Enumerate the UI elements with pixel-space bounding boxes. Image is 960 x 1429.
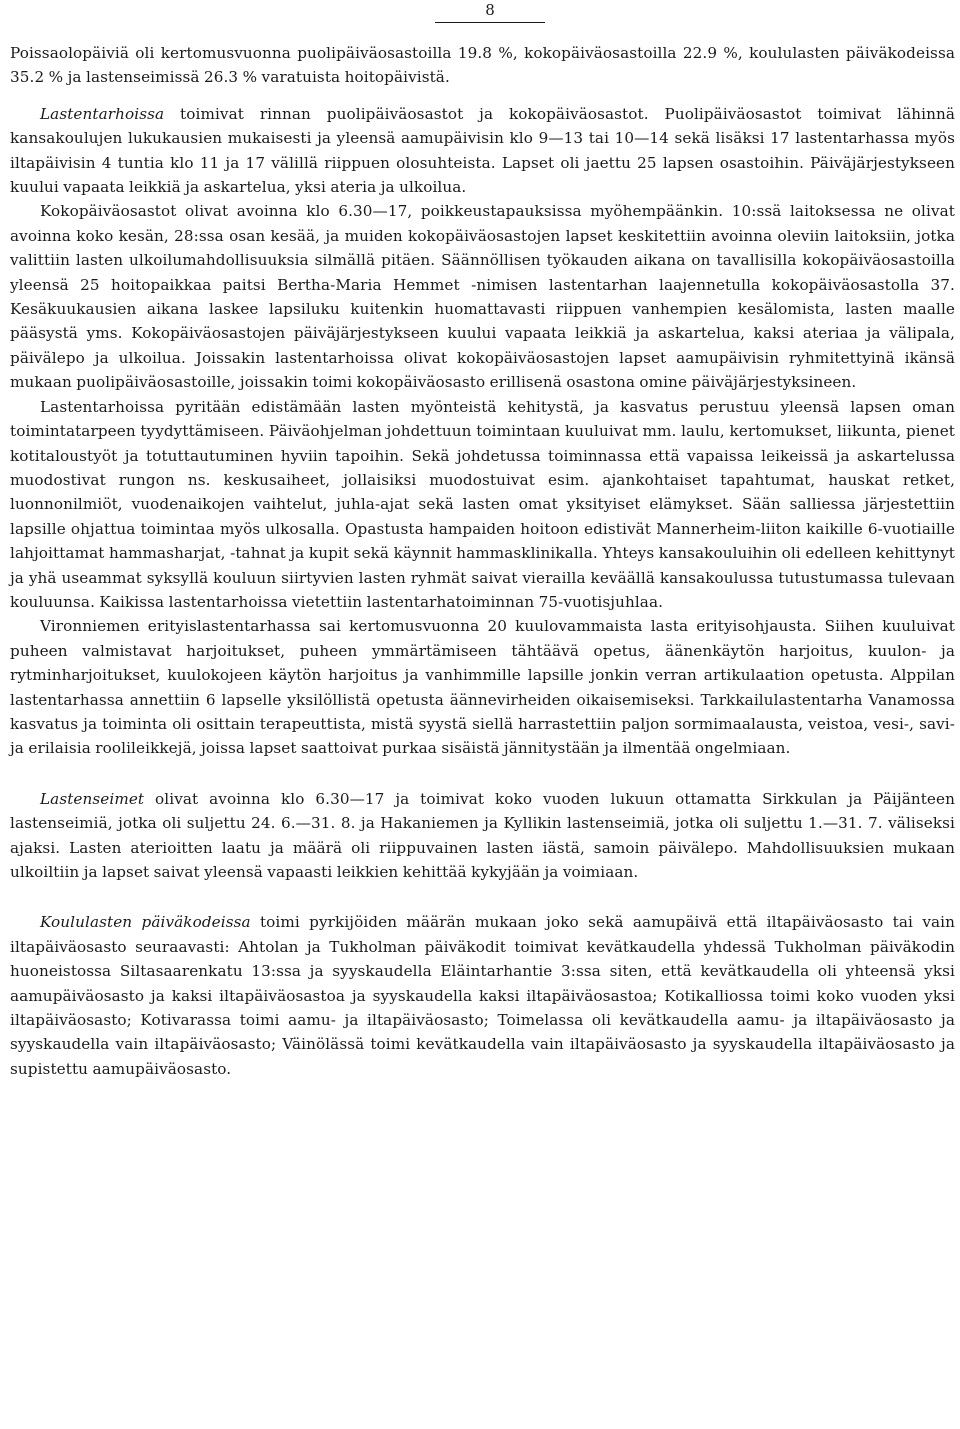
- paragraph-text: olivat avoinna klo 6.30—17 ja toimivat koko vuoden lukuun ottamatta Sirkkulan ja Päijänteen lastenseimiä, jotka oli suljettu 24. 6.—31. 8. ja Hakaniemen ja Kyllikin lastenseimiä, jotka oli suljettu 1.—31. 7. väliseksi ajaksi. Lasten aterioitten laatu ja määrä oli riippuvainen lasten iästä, samoin päivälepo. Mahdollisuuksien mukaan ulkoiltiin ja lapset saivat yleensä vapaasti leikkien kehittää kykyjään ja voimiaan.: [10, 789, 955, 881]
- paragraph-text: Kokopäiväosastot olivat avoinna klo 6.30—17, poikkeustapauksissa myöhempäänkin. 10:ssä laitoksessa ne olivat avoinna koko kesän, 28:ssa osan kesää, ja muiden kokopäiväosastojen lapset keskitettiin avoinna oleviin laitoksiin, jotka valittiin lasten ulkoilumahdollisuuksia silmällä pitäen. Säännöllisen työkauden aikana on tavallisilla kokopäiväosastoilla yleensä 25 hoitopaikkaa paitsi Bertha-Maria Hemmet -nimisen lastentarhan laajennetulla kokopäiväosastolla 37. Kesäkuukausien aikana laskee lapsiluku kuitenkin huomattavasti riippuen vanhempien kesälomista, lasten maalle pääsystä yms. Kokopäiväosastojen päiväjärjestykseen kuului vapaata leikkiä ja askartelua, kaksi ateriaa ja välipala, päivälepo ja ulkoilua. Joissakin lastentarhoissa olivat kokopäiväosastojen lapset aamupäivisin ryhmitettyinä ikänsä mukaan puolipäiväosastoille, joissakin toimi kokopäiväosasto erillisenä osastona omine päiväjärjestyksineen.: [10, 202, 955, 392]
- paragraph-text: toimivat rinnan puolipäiväosastot ja kokopäiväosastot. Puolipäiväosastot toimivat lähinnä kansakoulujen lukukausien mukaisesti ja yleensä aamupäivisin klo 9—13 tai 10—14 sekä lisäksi 17 lastentarhassa myös iltapäivisin 4 tuntia klo 11 ja 17 välillä riippuen olosuhteista. Lapset oli jaettu 25 lapsen osastoihin. Päiväjärjestykseen kuului vapaata leikkiä ja askartelua, yksi ateria ja ulkoilua.: [10, 104, 955, 197]
- paragraph-full-day-units: [10, 199, 955, 394]
- paragraph-absence-days: [10, 41, 955, 90]
- paragraph-education-goals: [10, 395, 955, 615]
- paragraph-special-kindergarten: [10, 614, 955, 760]
- paragraph-school-day-homes: [10, 910, 955, 1081]
- section-lead-creches: Lastenseimet: [40, 789, 145, 808]
- document-body: [10, 41, 955, 1081]
- paragraph-text: toimi pyrkijöiden määrän mukaan joko sekä aamupäivä että iltapäiväosasto tai vain iltapäiväosasto seuraavasti: Ahtolan ja Tukholman päiväkodit toimivat kevätkaudella yhdessä Tukholman päiväkodin huoneistossa Siltasaarenkatu 13:ssa ja syyskaudella Eläintarhantie 3:ssa siten, että kevätkaudella oli yhteensä yksi aamupäiväosasto ja kaksi iltapäiväosastoa ja syyskaudella kaksi iltapäiväosastoa; Kotikalliossa toimi koko vuoden yksi iltapäiväosasto; Kotivarassa toimi aamu- ja iltapäiväosasto; Toimelassa oli kevätkaudella aamu- ja iltapäiväosasto ja syyskaudella vain iltapäiväosasto; Väinölässä toimi kevätkaudella vain iltapäiväosasto ja syyskaudella iltapäiväosasto ja supistettu aamupäiväosasto.: [10, 913, 955, 1078]
- page-number: 8: [485, 1, 495, 19]
- section-lead-kindergartens: Lastentarhoissa: [40, 104, 165, 123]
- paragraph-text: Lastentarhoissa pyritään edistämään lasten myönteistä kehitystä, ja kasvatus perustuu yleensä lapsen oman toimintatarpeen tyydyttämiseen. Päiväohjelman johdettuun toimintaan kuuluivat mm. laulu, kertomukset, liikunta, pienet kotitaloustyöt ja totuttautuminen hyviin tapoihin. Sekä johdetussa toiminnassa että vapaissa leikeissä ja askartelussa muodostivat rungon ns. keskusaiheet, jollaisiksi muodostuivat esim. ajankohtaiset tapahtumat, hauskat retket, luonnonilmiöt, vuodenaikojen vaihtelut, juhla-ajat sekä lasten omat yksityiset elämykset. Sään salliessa järjestettiin lapsille ohjattua toimintaa myös ulkosalla. Opastusta hampaiden hoitoon edistivät Mannerheim-liiton kaikille 6-vuotiaille lahjoittamat hammasharjat, -tahnat ja kupit sekä käynnit hammasklinikalla. Yhteys kansakouluihin oli edelleen kehittynyt ja yhä useammat syksyllä kouluun siirtyvien lasten ryhmät saivat vierailla keväällä kansakoulussa tutustumassa tulevaan kouluunsa. Kaikissa lastentarhoissa vietettiin lastentarhatoiminnan 75-vuotisjuhlaa.: [10, 397, 955, 611]
- paragraph-creches: [10, 787, 955, 885]
- page-header: [435, 0, 545, 23]
- paragraph-text: Vironniemen erityislastentarhassa sai kertomusvuonna 20 kuulovammaista lasta erityisohjausta. Siihen kuuluivat puheen valmistavat harjoitukset, puheen ymmärtämiseen tähtäävä opetus, äänenkäytön harjoitus, kuulon- ja rytminharjoitukset, kuulokojeen käytön harjoitus ja vanhimmille lapsille jonkin verran artikulaation opetusta. Alppilan lastentarhassa annettiin 6 lapselle yksilöllistä opetusta äännevirheiden oikaisemiseksi. Tarkkailulastentarha Vanamossa kasvatus ja toiminta oli osittain terapeuttista, mistä syystä siellä harrastettiin paljon sormimaalausta, veistoa, vesi-, savi- ja erilaisia roolileikkejä, joissa lapset saattoivat purkaa sisäistä jännitystään ja ilmentää ongelmiaan.: [10, 617, 955, 758]
- paragraph-text: Poissaolopäiviä oli kertomusvuonna puolipäiväosastoilla 19.8 %, kokopäiväosastoilla 22.9 %, koululasten päiväkodeissa 35.2 % ja lastenseimissä 26.3 % varatuista hoitopäivistä.: [10, 44, 955, 87]
- section-lead-school-day-homes: Koululasten päiväkodeissa: [40, 913, 251, 932]
- paragraph-kindergartens: [10, 102, 955, 200]
- page-number-rule: [435, 22, 545, 23]
